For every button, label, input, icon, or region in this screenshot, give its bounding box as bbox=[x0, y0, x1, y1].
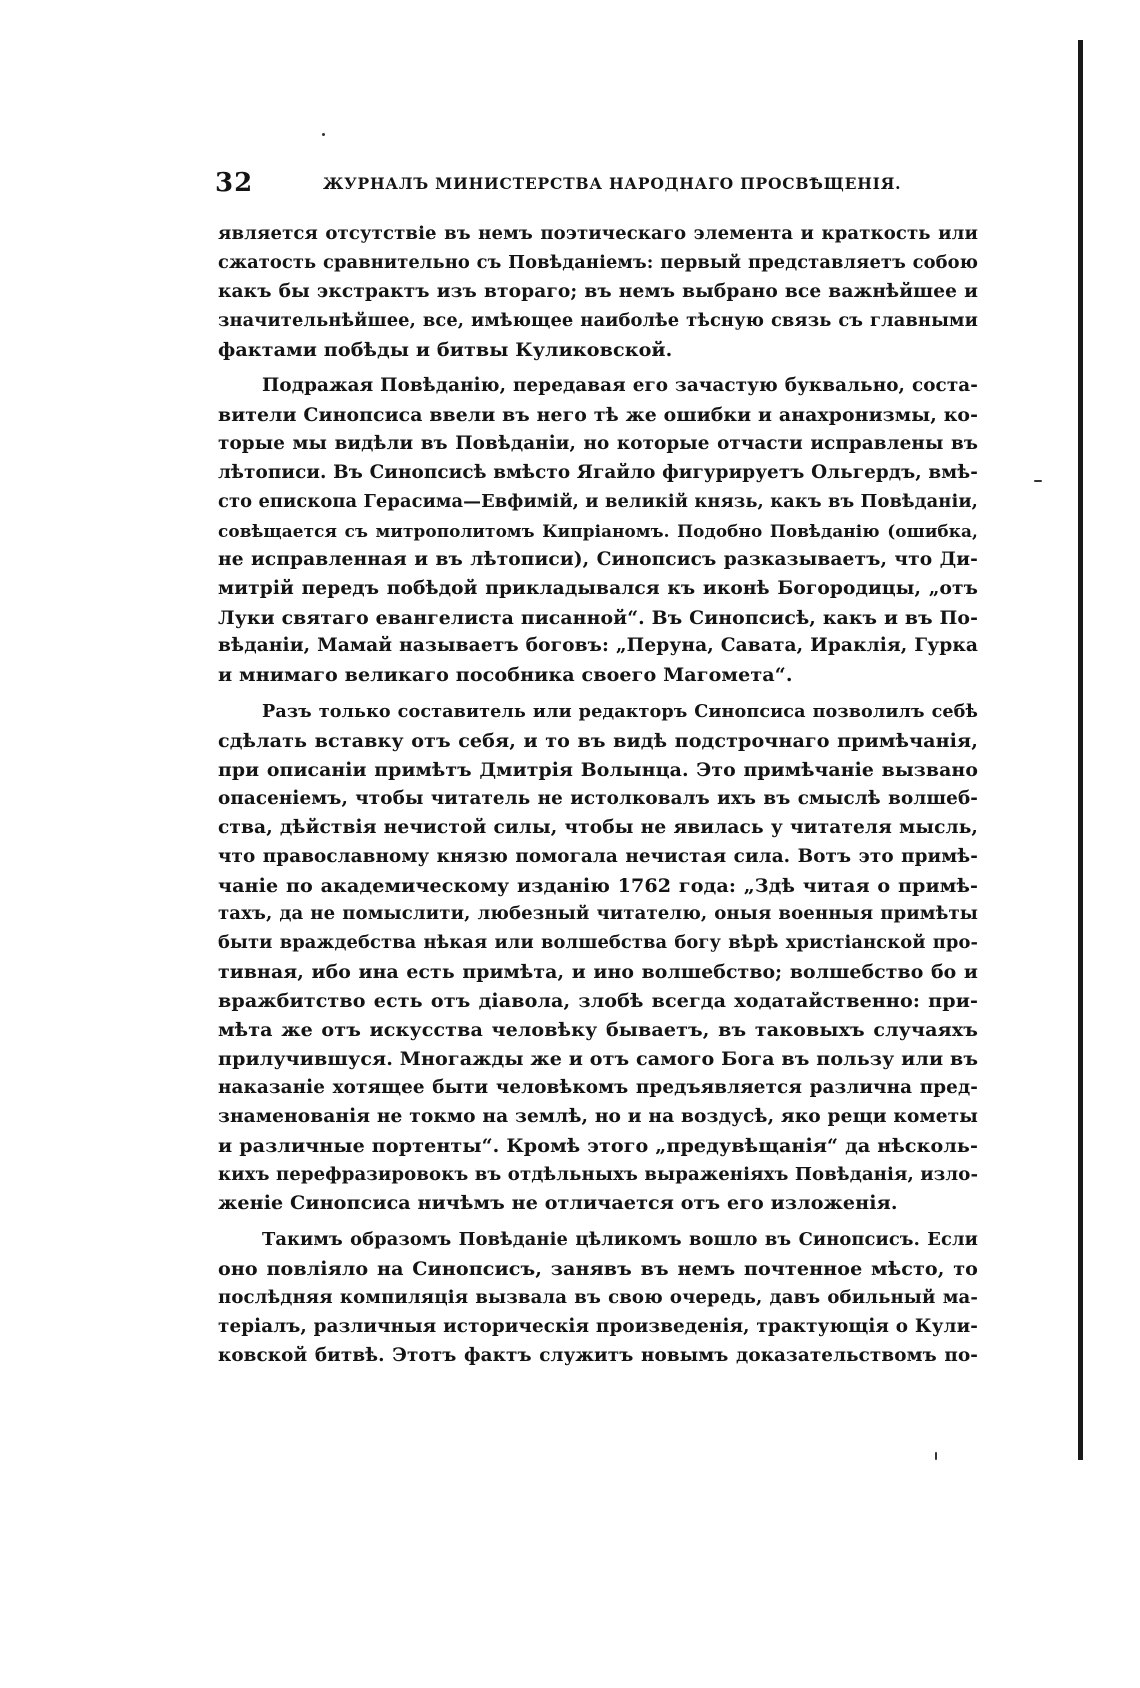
body-text bbox=[218, 220, 978, 1371]
text-line: Такимъ образомъ Повѣданіе цѣликомъ вошло въ Синопсисъ. Если bbox=[262, 1229, 978, 1251]
text-line: вители Синопсиса ввели въ него тѣ же ошибки и анахронизмы, ко- bbox=[218, 404, 978, 427]
text-line: наказаніе хотящее быти человѣкомъ предъявляется различна пред- bbox=[218, 1076, 978, 1098]
scan-speck bbox=[322, 133, 325, 136]
text-line: сдѣлать вставку отъ себя, и то въ видѣ подстрочнаго примѣчанія, bbox=[218, 729, 978, 753]
page-edge-shadow bbox=[1078, 40, 1083, 1460]
text-line: митрій передъ побѣдой прикладывался къ иконѣ Богородицы, „отъ bbox=[218, 577, 978, 599]
scan-speck bbox=[1034, 480, 1042, 482]
text-line: и различные портенты“. Кромѣ этого „предувѣщанія“ да нѣсколь- bbox=[218, 1133, 978, 1157]
text-line: тахъ, да не помыслити, любезный читателю, оныя военныя примѣты bbox=[218, 903, 978, 925]
text-line: что православному князю помогала нечистая сила. Вотъ это примѣ- bbox=[218, 845, 978, 867]
text-line: торые мы видѣли въ Повѣданіи, но которые отчасти исправлены въ bbox=[218, 433, 978, 455]
text-line: прилучившуся. Многажды же и отъ самого Бога въ пользу или въ bbox=[218, 1046, 978, 1070]
paragraph-1 bbox=[218, 220, 978, 364]
text-line: послѣдняя компиляція вызвала въ свою очередь, давъ обильный ма- bbox=[218, 1287, 978, 1309]
text-line: тивная, ибо ина есть примѣта, и ино волшебство; волшебство бо и bbox=[218, 961, 978, 984]
running-head: ЖУРНАЛЪ МИНИСТЕРСТВА НАРОДНАГО ПРОСВѢЩЕНІЯ. bbox=[323, 174, 902, 193]
text-line: вражбитство есть отъ діавола, злобѣ всегда ходатайственно: при- bbox=[218, 989, 978, 1013]
text-line: при описаніи примѣтъ Дмитрія Волынца. Это примѣчаніе вызвано bbox=[218, 759, 978, 782]
text-line: знаменованія не токмо на землѣ, но и на воздусѣ, яко рещи кометы bbox=[218, 1105, 978, 1127]
text-line: оно повліяло на Синопсисъ, занявъ въ немъ почтенное мѣсто, то bbox=[218, 1257, 978, 1281]
text-line: сто епископа Герасима—Евфимій, и великій князь, какъ въ Повѣданіи, bbox=[218, 491, 978, 513]
text-line: фактами побѣды и битвы Куликовской. bbox=[218, 337, 673, 361]
text-line: значительнѣйшее, все, имѣющее наиболѣе тѣсную связь съ главными bbox=[218, 309, 978, 331]
text-line: Подражая Повѣданію, передавая его зачастую буквально, соста- bbox=[262, 375, 978, 397]
text-line: лѣтописи. Въ Синопсисѣ вмѣсто Ягайло фигурируетъ Ольгердъ, вмѣ- bbox=[218, 462, 978, 484]
text-line: кихъ перефразировокъ въ отдѣльныхъ выраженіяхъ Повѣданія, изло- bbox=[218, 1163, 978, 1185]
text-line: Луки святаго евангелиста писанной“. Въ Синопсисѣ, какъ и въ По- bbox=[218, 606, 978, 629]
text-line: опасеніемъ, чтобы читатель не истолковалъ ихъ въ смыслѣ волшеб- bbox=[218, 787, 978, 809]
text-line: ства, дѣйствія нечистой силы, чтобы не явилась у читателя мысль, bbox=[218, 816, 978, 838]
page-number: 32 bbox=[215, 168, 254, 198]
text-line: чаніе по академическому изданію 1762 года: „Здѣ читая о примѣ- bbox=[218, 873, 978, 897]
paragraph-4 bbox=[218, 1226, 978, 1370]
page-header bbox=[215, 168, 985, 202]
text-line: совѣщается съ митрополитомъ Кипріаномъ. Подобно Повѣданію (ошибка, bbox=[218, 520, 978, 541]
text-line: является отсутствіе въ немъ поэтическаго элемента и краткость или bbox=[218, 223, 978, 244]
paragraph-2 bbox=[218, 372, 978, 690]
text-line: вѣданіи, Мамай называетъ боговъ: „Перуна, Савата, Ираклія, Гурка bbox=[218, 635, 978, 657]
text-line: какъ бы экстрактъ изъ втораго; въ немъ выбрано все важнѣйшее и bbox=[218, 280, 978, 302]
text-line: теріалъ, различныя историческія произведенія, трактующія о Кули- bbox=[218, 1315, 978, 1337]
paragraph-3 bbox=[218, 698, 978, 1218]
text-line: сжатость сравнительно съ Повѣданіемъ: первый представляетъ собою bbox=[218, 251, 978, 273]
text-line: и мнимаго великаго пособника своего Магомета“. bbox=[218, 663, 793, 687]
text-line: ковской битвѣ. Этотъ фактъ служитъ новымъ доказательствомъ по- bbox=[218, 1344, 978, 1366]
text-line: Разъ только составитель или редакторъ Синопсиса позволилъ себѣ bbox=[262, 701, 978, 723]
text-line: женіе Синопсиса ничѣмъ не отличается отъ его изложенія. bbox=[218, 1191, 898, 1215]
text-line: быти враждебства нѣкая или волшебства богу вѣрѣ христіанской про- bbox=[218, 932, 978, 954]
text-line: не исправленная и въ лѣтописи), Синопсисъ разказываетъ, что Ди- bbox=[218, 548, 978, 570]
text-line: мѣта же отъ искусства человѣку бываетъ, въ таковыхъ случаяхъ bbox=[218, 1018, 978, 1042]
scan-speck bbox=[935, 1452, 937, 1460]
